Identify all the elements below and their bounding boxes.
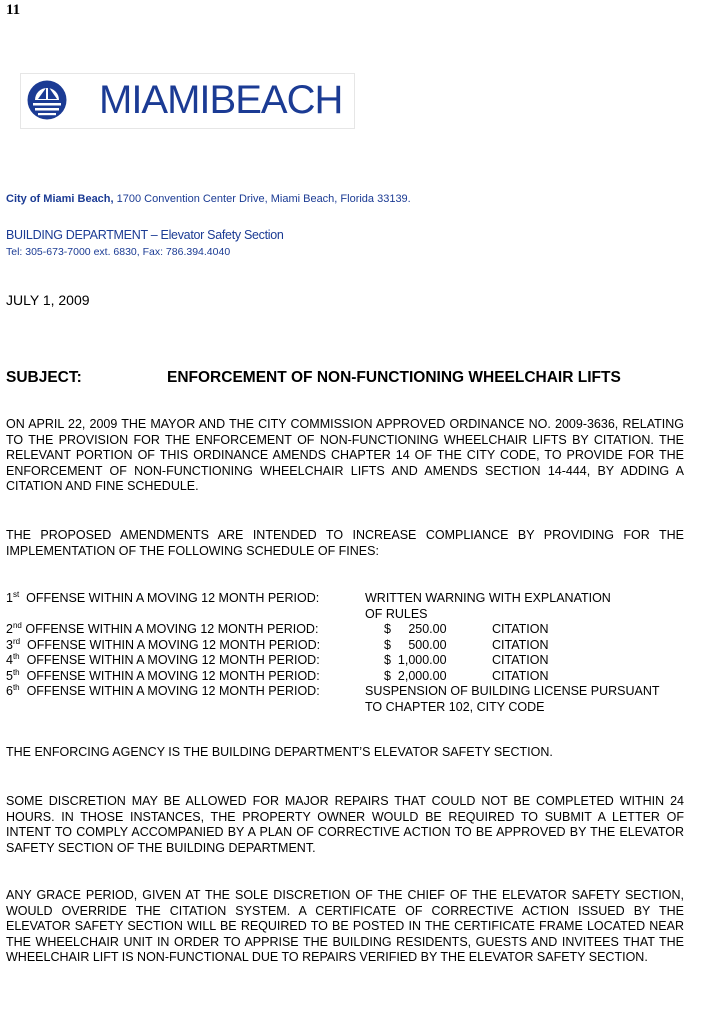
paragraph-amendments: THE PROPOSED AMENDMENTS ARE INTENDED TO INCREASE COMPLIANCE BY PROVIDING FOR THE IMPLEMENTATION OF THE FOLLOWING SCHEDULE OF FINES: bbox=[6, 528, 684, 558]
fine-schedule bbox=[6, 591, 696, 715]
letter-date: JULY 1, 2009 bbox=[6, 292, 90, 308]
page-number: 11 bbox=[6, 2, 21, 18]
schedule-row-continuation bbox=[6, 607, 696, 623]
paragraph-ordinance: ON APRIL 22, 2009 THE MAYOR AND THE CITY COMMISSION APPROVED ORDINANCE NO. 2009-3636, RELATING TO THE PROVISION FOR THE ENFORCEMENT OF NON-FUNCTIONING WHEELCHAIR LIFTS BY CITATION. THE RELEVANT PORTION OF THIS ORDINANCE AMENDS CHAPTER 14 OF THE CITY CODE, TO PROVIDE FOR THE ENFORCEMENT OF NON-FUNCTIONING WHEELCHAIR LIFTS AND AMENDS SECTION 14-444, BY ADDING A CITATION AND FINE SCHEDULE. bbox=[6, 417, 684, 493]
miami-beach-logo bbox=[20, 73, 355, 129]
department-name: BUILDING DEPARTMENT – Elevator Safety Section bbox=[6, 228, 284, 242]
fine-amount: $ 2,000.00 bbox=[384, 668, 447, 683]
penalty-type: CITATION bbox=[492, 622, 549, 636]
subject-label: SUBJECT: bbox=[6, 369, 82, 386]
paragraph-grace-period: ANY GRACE PERIOD, GIVEN AT THE SOLE DISCRETION OF THE CHIEF OF THE ELEVATOR SAFETY SECTION, WOULD OVERRIDE THE CITATION SYSTEM. A CERTIFICATE OF CORRECTIVE ACTION ISSUED BY THE ELEVATOR SAFETY SECTION WILL BE REQUIRED TO BE POSTED IN THE CERTIFICATE FRAME LOCATED NEAR THE WHEELCHAIR UNIT IN ORDER TO APPRISE THE BUILDING RESIDENTS, GUESTS AND INVITEES THAT THE WHEELCHAIR LIFT IS NON-FUNCTIONAL DUE TO REPAIRS VERIFIED BY THE ELEVATOR SAFETY SECTION. bbox=[6, 888, 684, 964]
schedule-row bbox=[6, 653, 696, 669]
offense-result: WRITTEN WARNING WITH EXPLANATION bbox=[365, 591, 611, 605]
penalty-type: CITATION bbox=[492, 668, 549, 683]
schedule-row bbox=[6, 591, 696, 607]
offense-result-continued: OF RULES bbox=[365, 606, 428, 621]
offense-label: 4th OFFENSE WITHIN A MOVING 12 MONTH PERIOD: bbox=[6, 652, 320, 667]
penalty-type: CITATION bbox=[492, 637, 549, 652]
offense-label: 3rd OFFENSE WITHIN A MOVING 12 MONTH PERIOD: bbox=[6, 636, 321, 652]
city-name: City of Miami Beach, bbox=[6, 193, 114, 205]
schedule-row-continuation bbox=[6, 700, 696, 716]
schedule-row bbox=[6, 669, 696, 685]
logo-wordmark: MIAMIBEACH bbox=[99, 78, 343, 122]
penalty-type: CITATION bbox=[492, 653, 549, 667]
offense-result-continued: TO CHAPTER 102, CITY CODE bbox=[365, 699, 545, 714]
fine-amount: $ 250.00 bbox=[384, 622, 447, 636]
offense-label: 1st OFFENSE WITHIN A MOVING 12 MONTH PERIOD: bbox=[6, 590, 320, 605]
offense-label: 2nd OFFENSE WITHIN A MOVING 12 MONTH PERIOD: bbox=[6, 621, 319, 636]
miami-beach-emblem-icon bbox=[27, 80, 67, 120]
schedule-row bbox=[6, 622, 696, 638]
offense-result: SUSPENSION OF BUILDING LICENSE PURSUANT bbox=[365, 684, 660, 698]
address-text: 1700 Convention Center Drive, Miami Beach, Florida 33139. bbox=[113, 193, 411, 205]
city-address bbox=[6, 193, 411, 205]
fine-amount: $ 1,000.00 bbox=[384, 653, 447, 667]
offense-label: 6th OFFENSE WITHIN A MOVING 12 MONTH PERIOD: bbox=[6, 683, 320, 698]
schedule-row bbox=[6, 638, 696, 654]
subject-text: ENFORCEMENT OF NON-FUNCTIONING WHEELCHAIR LIFTS bbox=[167, 369, 621, 386]
contact-info: Tel: 305-673-7000 ext. 6830, Fax: 786.394.4040 bbox=[6, 246, 231, 258]
fine-amount: $ 500.00 bbox=[384, 637, 447, 652]
offense-label: 5th OFFENSE WITHIN A MOVING 12 MONTH PERIOD: bbox=[6, 667, 320, 683]
schedule-row bbox=[6, 684, 696, 700]
paragraph-discretion: SOME DISCRETION MAY BE ALLOWED FOR MAJOR REPAIRS THAT COULD NOT BE COMPLETED WITHIN 24 HOURS. IN THOSE INSTANCES, THE PROPERTY OWNER WOULD BE REQUIRED TO SUBMIT A LETTER OF INTENT TO COMPLY ACCOMPANIED BY A PLAN OF CORRECTIVE ACTION TO BE APPROVED BY THE ELEVATOR SAFETY SECTION OF THE BUILDING DEPARTMENT. bbox=[6, 794, 684, 855]
paragraph-enforcing-agency: THE ENFORCING AGENCY IS THE BUILDING DEPARTMENT’S ELEVATOR SAFETY SECTION. bbox=[6, 745, 553, 759]
